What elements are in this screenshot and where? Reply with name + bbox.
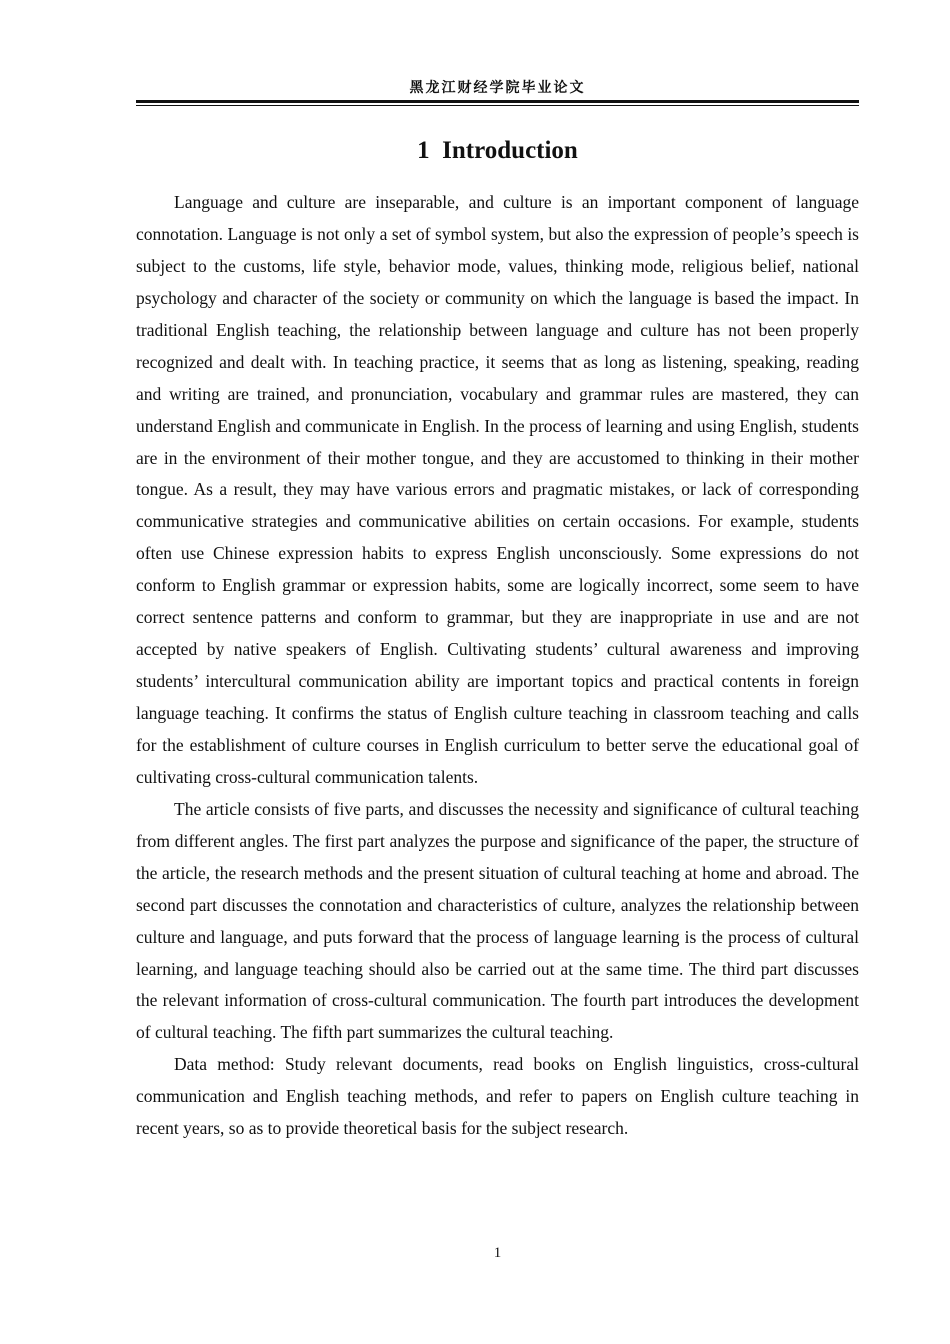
paragraph-data-method: Data method: Study relevant documents, read books on English linguistics, cross-cultural communication and English teaching methods, and refer to papers on English culture teaching in recent years, so as to provide theoretical basis for the subject research. (136, 1054, 859, 1139)
running-header: 黑龙江财经学院毕业论文 (409, 80, 586, 96)
page-number: 1 (493, 1245, 502, 1261)
body-text (136, 187, 859, 1145)
paragraph-article-structure: The article consists of five parts, and discusses the necessity and significance of cultural teaching from different angles. The first part analyzes the purpose and significance of the paper, the structure of the article, the research methods and the present situation of cultural teaching at home and abroad. The second part discusses the connotation and characteristics of culture, analyzes the relationship between culture and language, and puts forward that the process of language learning is the process of cultural learning, and language teaching should also be carried out at the same time. The third part discusses the relevant information of cross-cultural communication. The fourth part introduces the development of cultural teaching. The fifth part summarizes the cultural teaching. (136, 798, 859, 1043)
header-rule-thin (136, 105, 859, 106)
chapter-title: 1 Introduction (417, 137, 578, 164)
header-rule-thick (136, 100, 859, 103)
paragraph-language-and-culture: Language and culture are inseparable, and culture is an important component of language connotation. Language is not only a set of symbol system, but also the expression of people’s speech is subject to the customs, life style, behavior mode, values, thinking mode, religious belief, national psychology and character of the society or community on which the language is based the impact. In traditional English teaching, the relationship between language and culture has not been properly recognized and dealt with. In teaching practice, it seems that as long as listening, speaking, reading and writing are trained, and pronunciation, vocabulary and grammar rules are mastered, they can understand English and communicate in English. In the process of learning and using English, students are in the environment of their mother tongue, and they are accustomed to thinking in their mother tongue. As a result, they may have various errors and pragmatic mistakes, or lack of corresponding communicative strategies and communicative abilities on certain occasions. For example, students often use Chinese expression habits to express English unconsciously. Some expressions do not conform to English grammar or expression habits, some are logically incorrect, some seem to have correct sentence patterns and conform to grammar, but they are inappropriate in use and are not accepted by native speakers of English. Cultivating students’ cultural awareness and improving students’ intercultural communication ability are important topics and practical contents in foreign language teaching. It confirms the status of English culture teaching in classroom teaching and calls for the establishment of culture courses in English curriculum to better serve the educational goal of cultivating cross-cultural communication talents. (136, 192, 859, 787)
